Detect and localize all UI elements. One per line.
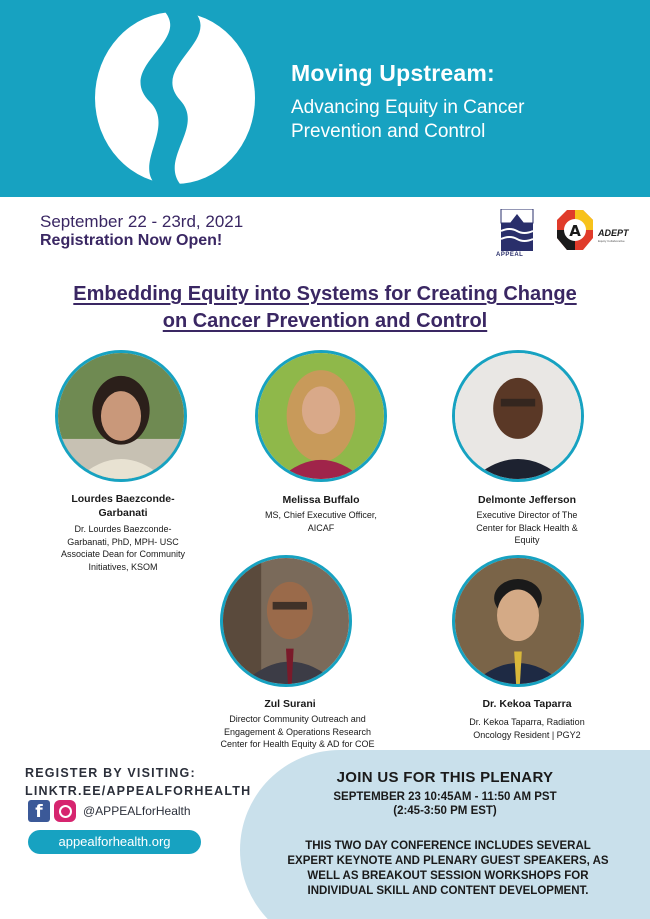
speaker-photo-lourdes (55, 350, 187, 482)
plenary-title: JOIN US FOR THIS PLENARY (336, 769, 554, 786)
adept-logo-text: ADEPT (598, 228, 629, 238)
speaker-photo-zul (220, 555, 352, 687)
speaker-name-kekoa: Dr. Kekoa Taparra (482, 698, 572, 710)
social-handle[interactable]: @APPEALforHealth (83, 804, 191, 818)
speaker-photo-kekoa (452, 555, 584, 687)
speaker-name-zul: Zul Surani (264, 698, 316, 710)
instagram-icon[interactable] (54, 800, 76, 822)
event-dates: September 22 - 23rd, 2021 (40, 212, 244, 231)
speaker-desc-delmonte: Executive Director of The Center for Black Health & Equity (476, 510, 578, 545)
facebook-icon[interactable]: f (28, 800, 50, 822)
session-headline: Embedding Equity into Systems for Creating Change on Cancer Prevention and Control (73, 283, 577, 332)
header-banner (0, 0, 650, 197)
appeal-logo-text: APPEAL (496, 252, 524, 258)
register-link[interactable]: LINKTR.EE/APPEALFORHEALTH (25, 784, 252, 798)
speaker-photo-melissa (255, 350, 387, 482)
adept-logo-subtext: Equity Collaborative (598, 239, 625, 243)
website-link[interactable]: appealforhealth.org (28, 830, 201, 854)
speaker-desc-lourdes: Dr. Lourdes Baezconde- Garbanati, PhD, MPH- USC Associate Dean for Community Initiatives, KSOM (60, 524, 186, 572)
adept-logo-icon (555, 208, 595, 252)
speaker-name-delmonte: Delmonte Jefferson (477, 494, 577, 506)
register-info: REGISTER BY VISITING: LINKTR.EE/APPEALFORHEALTH (25, 766, 252, 798)
event-subtitle: Advancing Equity in Cancer Prevention and Control (291, 97, 525, 142)
speaker-desc-zul: Director Community Outreach and Engagement & Operations Research Center for Health Equity & AD for COE (220, 714, 375, 749)
speaker-photo-delmonte (452, 350, 584, 482)
registration-status: Registration Now Open! (40, 232, 223, 249)
plenary-description: THIS TWO DAY CONFERENCE INCLUDES SEVERAL EXPERT KEYNOTE AND PLENARY GUEST SPEAKERS, AS WELL AS BREAKOUT SESSION WORKSHOPS FOR INDIVIDUAL SKILL AND CONTENT DEVELOPMENT. (287, 840, 609, 897)
svg-text:A: A (569, 222, 581, 240)
plenary-time: SEPTEMBER 23 10:45AM - 11:50 AM PST (2:45-3:50 PM EST) (333, 791, 557, 817)
speaker-name-melissa: Melissa Buffalo (282, 494, 360, 506)
speaker-desc-kekoa: Dr. Kekoa Taparra, Radiation Oncology Resident | PGY2 (469, 717, 585, 740)
speaker-name-lourdes: Lourdes Baezconde- Garbanati (71, 493, 175, 519)
social-links (28, 800, 191, 822)
speaker-desc-melissa: MS, Chief Executive Officer, AICAF (265, 510, 377, 533)
wave-logo-icon (95, 12, 255, 184)
event-title: Moving Upstream: (291, 60, 495, 86)
